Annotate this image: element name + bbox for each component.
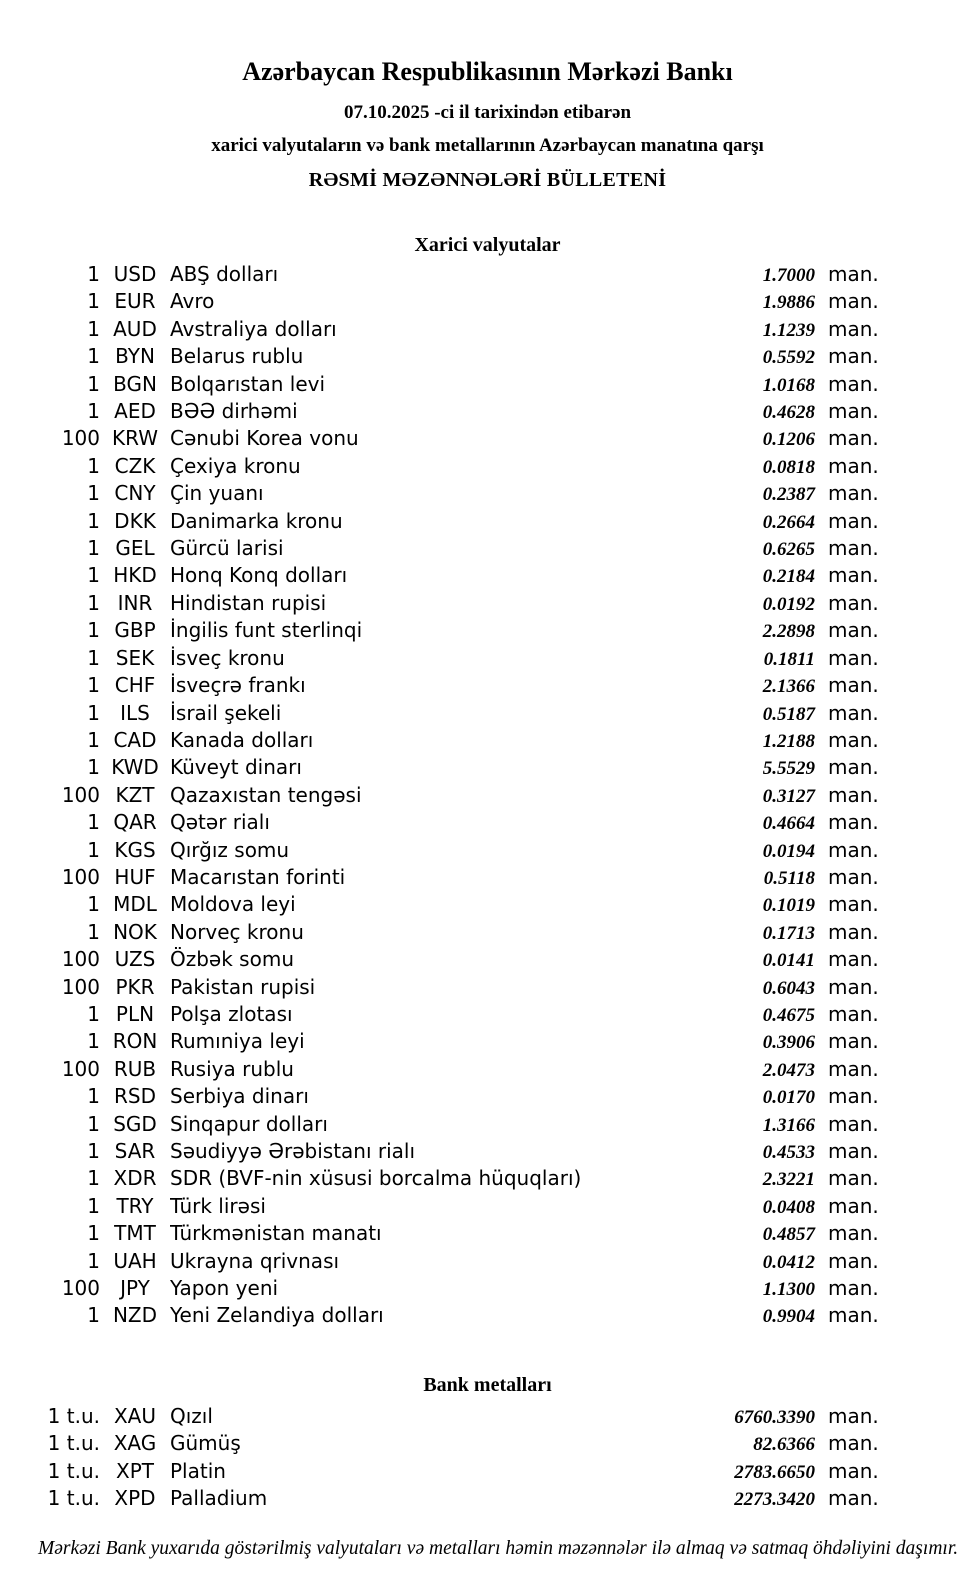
currency-rate: 0.1713 — [762, 922, 815, 944]
currency-code: DKK — [114, 508, 156, 533]
currency-row — [0, 1193, 975, 1220]
currency-quantity: 1 — [87, 262, 100, 286]
currency-rate: 0.0194 — [762, 840, 815, 862]
metal-row — [0, 1430, 975, 1457]
currency-name: Norveç kronu — [170, 919, 304, 944]
manat-unit-label: man. — [828, 1404, 879, 1428]
currency-code: PLN — [115, 1001, 155, 1026]
currency-quantity: 1 — [87, 481, 100, 506]
currency-quantity: 1 — [87, 508, 100, 533]
manat-unit-label: man. — [828, 1166, 879, 1191]
currency-name: Rumıniya leyi — [170, 1029, 305, 1054]
currency-row — [0, 1083, 975, 1110]
currency-rate: 1.1239 — [762, 319, 815, 341]
currency-quantity: 1 — [87, 673, 100, 698]
manat-unit-label: man. — [828, 1458, 879, 1483]
currency-rate: 1.3166 — [762, 1114, 815, 1136]
currency-code: CZK — [114, 453, 156, 478]
currency-name: Gürcü larisi — [170, 536, 284, 561]
currency-code: SAR — [114, 1139, 156, 1163]
currency-rate: 0.4664 — [762, 813, 815, 835]
currency-rate: 0.5187 — [762, 703, 815, 725]
currency-name: Səudiyyə Ərəbistanı rialı — [170, 1139, 416, 1163]
manat-unit-label: man. — [828, 755, 879, 780]
currency-quantity: 100 — [61, 782, 100, 807]
currency-name: Moldova leyi — [170, 892, 296, 917]
manat-unit-label: man. — [828, 1248, 879, 1273]
currency-name: Avstraliya dolları — [170, 316, 337, 341]
currency-row — [0, 864, 975, 891]
currency-name: Kanada dolları — [170, 727, 314, 752]
footer-note: Mərkəzi Bank yuxarıda göstərilmiş valyutaları və metalları həmin məzənnələr ilə almaq və satmaq öhdəliyini daşımır. — [38, 1538, 959, 1559]
currency-name: ABŞ dolları — [170, 262, 279, 286]
currency-rate: 2.0473 — [762, 1059, 815, 1081]
currency-quantity: 1 — [87, 1111, 100, 1136]
currency-rate: 5.5529 — [762, 758, 815, 780]
currency-row — [0, 1028, 975, 1055]
currency-name: Yeni Zelandiya dolları — [170, 1303, 384, 1328]
currency-row — [0, 480, 975, 507]
currency-quantity: 100 — [61, 1276, 100, 1301]
manat-unit-label: man. — [828, 289, 879, 314]
currency-row — [0, 288, 975, 315]
currency-quantity: 1 — [87, 344, 100, 369]
currency-name: Sinqapur dolları — [170, 1111, 328, 1136]
currency-name: Honq Konq dolları — [170, 563, 348, 588]
currency-quantity: 100 — [61, 1056, 100, 1081]
currency-code: UZS — [114, 947, 156, 972]
metal-rate: 2783.6650 — [734, 1461, 815, 1483]
currency-code: TMT — [114, 1221, 156, 1246]
manat-unit-label: man. — [828, 727, 879, 752]
currency-name: Çin yuanı — [170, 481, 264, 506]
manat-unit-label: man. — [828, 673, 879, 698]
metal-name: Gümüş — [170, 1431, 241, 1456]
manat-unit-label: man. — [828, 974, 879, 999]
currency-code: INR — [117, 590, 153, 615]
currency-rate: 0.1206 — [762, 429, 815, 451]
manat-unit-label: man. — [828, 1084, 879, 1109]
currency-code: CHF — [114, 673, 156, 698]
currency-rate: 0.2387 — [762, 484, 815, 506]
currency-rate: 0.6265 — [762, 539, 815, 561]
manat-unit-label: man. — [828, 700, 879, 725]
currency-name: İsrail şekeli — [170, 700, 282, 725]
manat-unit-label: man. — [828, 892, 879, 917]
currency-rate: 0.2664 — [762, 511, 815, 533]
currency-rate: 0.0170 — [762, 1087, 815, 1109]
manat-unit-label: man. — [828, 1276, 879, 1301]
currency-code: RSD — [114, 1084, 156, 1109]
currency-row — [0, 1001, 975, 1028]
currency-row — [0, 343, 975, 370]
currency-quantity: 1 — [87, 810, 100, 835]
manat-unit-label: man. — [828, 262, 879, 286]
manat-unit-label: man. — [828, 344, 879, 369]
currency-code: KWD — [111, 755, 159, 780]
currency-row — [0, 754, 975, 781]
currency-code: RON — [112, 1029, 158, 1054]
manat-unit-label: man. — [828, 1111, 879, 1136]
currency-row — [0, 425, 975, 452]
currency-quantity: 1 — [87, 399, 100, 424]
currency-quantity: 1 — [87, 1139, 100, 1163]
manat-unit-label: man. — [828, 645, 879, 670]
currency-rate: 0.4857 — [762, 1224, 815, 1246]
metal-row — [0, 1403, 975, 1430]
currency-row — [0, 1056, 975, 1083]
currency-rate: 1.7000 — [762, 265, 815, 286]
metals-table — [0, 1403, 975, 1513]
currency-code: MDL — [113, 892, 157, 917]
currency-rate: 0.0192 — [762, 593, 815, 615]
currency-name: Türk lirəsi — [170, 1193, 266, 1218]
metal-quantity: 1 t.u. — [47, 1404, 100, 1428]
currency-name: Özbək somu — [170, 947, 294, 972]
currency-code: EUR — [114, 289, 156, 314]
currency-rate: 0.5592 — [762, 347, 815, 369]
currency-code: KGS — [114, 837, 156, 862]
currency-quantity: 100 — [61, 947, 100, 972]
currency-name: Yapon yeni — [170, 1276, 279, 1301]
manat-unit-label: man. — [828, 371, 879, 396]
currency-name: Küveyt dinarı — [170, 755, 302, 780]
currency-name: Pakistan rupisi — [170, 974, 316, 999]
currency-row — [0, 782, 975, 809]
currency-row — [0, 261, 975, 288]
bank-title: Azərbaycan Respublikasının Mərkəzi Bankı — [242, 57, 733, 86]
metal-code: XAU — [113, 1404, 157, 1428]
currency-row — [0, 1165, 975, 1192]
currency-code: BYN — [115, 344, 155, 369]
currencies-table — [0, 261, 975, 1330]
currency-quantity: 1 — [87, 1084, 100, 1109]
currency-rate: 0.1019 — [762, 895, 815, 917]
currency-quantity: 1 — [87, 755, 100, 780]
currency-row — [0, 700, 975, 727]
currency-code: SGD — [113, 1111, 157, 1136]
currency-code: TRY — [116, 1193, 154, 1218]
currency-rate: 2.3221 — [762, 1169, 815, 1191]
currency-rate: 0.0408 — [762, 1196, 815, 1218]
currency-row — [0, 453, 975, 480]
currency-name: İsveç kronu — [170, 645, 285, 670]
currency-quantity: 1 — [87, 371, 100, 396]
manat-unit-label: man. — [828, 1029, 879, 1054]
manat-unit-label: man. — [828, 1001, 879, 1026]
manat-unit-label: man. — [828, 782, 879, 807]
currency-quantity: 1 — [87, 536, 100, 561]
currency-quantity: 1 — [87, 1166, 100, 1191]
manat-unit-label: man. — [828, 399, 879, 424]
currency-name: Bolqarıstan levi — [170, 371, 326, 396]
currency-rate: 0.0412 — [762, 1251, 815, 1273]
currency-quantity: 1 — [87, 1303, 100, 1328]
currency-rate: 0.0818 — [762, 456, 815, 478]
currency-quantity: 1 — [87, 919, 100, 944]
currency-code: GBP — [114, 618, 156, 643]
currency-quantity: 1 — [87, 837, 100, 862]
metal-quantity: 1 t.u. — [47, 1458, 100, 1483]
currency-rate: 0.4675 — [762, 1004, 815, 1026]
currency-rate: 1.1300 — [762, 1279, 815, 1301]
currency-name: SDR (BVF-nin xüsusi borcalma hüquqları) — [170, 1166, 582, 1191]
currency-name: İsveçrə frankı — [170, 673, 306, 698]
currency-quantity: 100 — [61, 426, 100, 451]
metal-code: XPD — [114, 1486, 156, 1511]
currency-row — [0, 371, 975, 398]
manat-unit-label: man. — [828, 536, 879, 561]
currency-quantity: 1 — [87, 316, 100, 341]
currency-quantity: 1 — [87, 590, 100, 615]
currency-row — [0, 809, 975, 836]
metal-rate: 2273.3420 — [734, 1489, 815, 1511]
metal-code: XPT — [116, 1458, 154, 1483]
currency-name: Çexiya kronu — [170, 453, 301, 478]
currency-quantity: 1 — [87, 727, 100, 752]
currency-row — [0, 535, 975, 562]
currency-quantity: 1 — [87, 700, 100, 725]
currency-name: Polşa zlotası — [170, 1001, 293, 1026]
currency-code: ILS — [120, 700, 150, 725]
currency-quantity: 1 — [87, 1193, 100, 1218]
currency-quantity: 1 — [87, 289, 100, 314]
currency-rate: 2.2898 — [762, 621, 815, 643]
manat-unit-label: man. — [828, 864, 879, 889]
currency-name: Macarıstan forinti — [170, 864, 346, 889]
currency-name: Avro — [170, 289, 215, 314]
currency-name: Serbiya dinarı — [170, 1084, 309, 1109]
metal-quantity: 1 t.u. — [47, 1486, 100, 1511]
manat-unit-label: man. — [828, 1431, 879, 1456]
currency-rate: 0.5118 — [763, 867, 815, 889]
currency-row — [0, 946, 975, 973]
currency-row — [0, 316, 975, 343]
currency-row — [0, 672, 975, 699]
currency-row — [0, 1220, 975, 1247]
currency-rate: 0.4628 — [762, 402, 815, 424]
metal-name: Palladium — [170, 1486, 268, 1511]
metal-code: XAG — [113, 1431, 157, 1456]
currency-rate: 0.4533 — [762, 1142, 815, 1163]
currency-code: CNY — [114, 481, 156, 506]
currency-row — [0, 1302, 975, 1329]
currency-code: GEL — [115, 536, 155, 561]
currency-rate: 0.0141 — [762, 950, 815, 972]
currency-code: PKR — [115, 974, 155, 999]
currency-rate: 1.9886 — [762, 292, 815, 314]
currency-row — [0, 645, 975, 672]
currency-row — [0, 508, 975, 535]
manat-unit-label: man. — [828, 618, 879, 643]
manat-unit-label: man. — [828, 1303, 879, 1328]
currency-name: Qazaxıstan tengəsi — [170, 782, 362, 807]
currency-code: RUB — [113, 1056, 157, 1081]
manat-unit-label: man. — [828, 563, 879, 588]
currency-row — [0, 1111, 975, 1138]
currency-name: BƏƏ dirhəmi — [170, 399, 298, 424]
metal-row — [0, 1458, 975, 1485]
currency-rate: 0.6043 — [762, 977, 815, 999]
currency-code: NZD — [112, 1303, 158, 1328]
currency-code: JPY — [120, 1276, 150, 1301]
currency-code: KZT — [115, 782, 155, 807]
currency-rate: 0.1811 — [763, 648, 815, 670]
currency-quantity: 1 — [87, 1001, 100, 1026]
currency-row — [0, 1248, 975, 1275]
currency-code: HKD — [113, 563, 157, 588]
currency-name: Danimarka kronu — [170, 508, 343, 533]
manat-unit-label: man. — [828, 1193, 879, 1218]
manat-unit-label: man. — [828, 1221, 879, 1246]
metal-rate: 82.6366 — [753, 1434, 815, 1456]
currency-name: Qırğız somu — [170, 837, 290, 862]
currency-name: Rusiya rublu — [170, 1056, 294, 1081]
currency-code: CAD — [113, 727, 157, 752]
manat-unit-label: man. — [828, 590, 879, 615]
manat-unit-label: man. — [828, 837, 879, 862]
currency-name: Belarus rublu — [170, 344, 304, 369]
manat-unit-label: man. — [828, 810, 879, 835]
currency-name: Türkmənistan manatı — [170, 1221, 382, 1246]
currency-quantity: 1 — [87, 1221, 100, 1246]
metal-quantity: 1 t.u. — [47, 1431, 100, 1456]
currency-code: UAH — [113, 1248, 157, 1273]
bulletin-title: RƏSMİ MƏZƏNNƏLƏRİ BÜLLETENİ — [308, 169, 667, 191]
currency-quantity: 100 — [61, 864, 100, 889]
currency-rate: 1.2188 — [762, 730, 815, 752]
manat-unit-label: man. — [828, 481, 879, 506]
currency-code: AUD — [113, 316, 157, 341]
currency-code: BGN — [113, 371, 157, 396]
manat-unit-label: man. — [828, 1486, 879, 1511]
metal-name: Qızıl — [170, 1404, 213, 1428]
currency-rate: 0.3906 — [762, 1032, 815, 1054]
currency-quantity: 1 — [87, 1029, 100, 1054]
currency-row — [0, 398, 975, 425]
currency-quantity: 1 — [87, 645, 100, 670]
manat-unit-label: man. — [828, 919, 879, 944]
metal-row — [0, 1485, 975, 1512]
currency-row — [0, 974, 975, 1001]
currency-rate: 0.2184 — [762, 566, 815, 588]
currency-code: QAR — [113, 810, 157, 835]
currency-row — [0, 837, 975, 864]
currency-code: KRW — [112, 426, 158, 451]
manat-unit-label: man. — [828, 1139, 879, 1163]
currency-rate: 0.3127 — [762, 785, 815, 807]
currency-row — [0, 891, 975, 918]
currency-row — [0, 617, 975, 644]
currency-row — [0, 727, 975, 754]
currency-code: HUF — [114, 864, 156, 889]
currency-name: Cənubi Korea vonu — [170, 426, 359, 451]
currency-rate: 0.9904 — [762, 1306, 815, 1328]
currency-rate: 2.1366 — [762, 676, 815, 698]
currency-name: İngilis funt sterlinqi — [170, 618, 363, 643]
manat-unit-label: man. — [828, 453, 879, 478]
currency-quantity: 1 — [87, 563, 100, 588]
currency-rate: 1.0168 — [762, 374, 815, 396]
effective-date-line: 07.10.2025 -ci il tarixindən etibarən — [343, 102, 632, 123]
manat-unit-label: man. — [828, 426, 879, 451]
currency-code: XDR — [113, 1166, 157, 1191]
currency-name: Qətər rialı — [170, 810, 270, 835]
currency-code: AED — [114, 399, 156, 424]
manat-unit-label: man. — [828, 1056, 879, 1081]
currency-quantity: 1 — [87, 618, 100, 643]
currency-row — [0, 1138, 975, 1165]
currency-row — [0, 590, 975, 617]
currency-row — [0, 562, 975, 589]
currency-code: USD — [113, 262, 157, 286]
manat-unit-label: man. — [828, 947, 879, 972]
metal-name: Platin — [170, 1458, 226, 1483]
subject-line: xarici valyutaların və bank metallarının Azərbaycan manatına qarşı — [211, 135, 764, 156]
currency-quantity: 1 — [87, 892, 100, 917]
currency-row — [0, 919, 975, 946]
currency-quantity: 100 — [61, 974, 100, 999]
currency-quantity: 1 — [87, 1248, 100, 1273]
currencies-section-title: Xarici valyutalar — [414, 234, 561, 256]
manat-unit-label: man. — [828, 316, 879, 341]
manat-unit-label: man. — [828, 508, 879, 533]
currency-quantity: 1 — [87, 453, 100, 478]
currency-row — [0, 1275, 975, 1302]
metal-rate: 6760.3390 — [734, 1407, 815, 1428]
metals-section-title: Bank metalları — [423, 1374, 552, 1396]
currency-name: Hindistan rupisi — [170, 590, 327, 615]
currency-code: NOK — [113, 919, 157, 944]
currency-name: Ukrayna qrivnası — [170, 1248, 340, 1273]
currency-code: SEK — [115, 645, 155, 670]
